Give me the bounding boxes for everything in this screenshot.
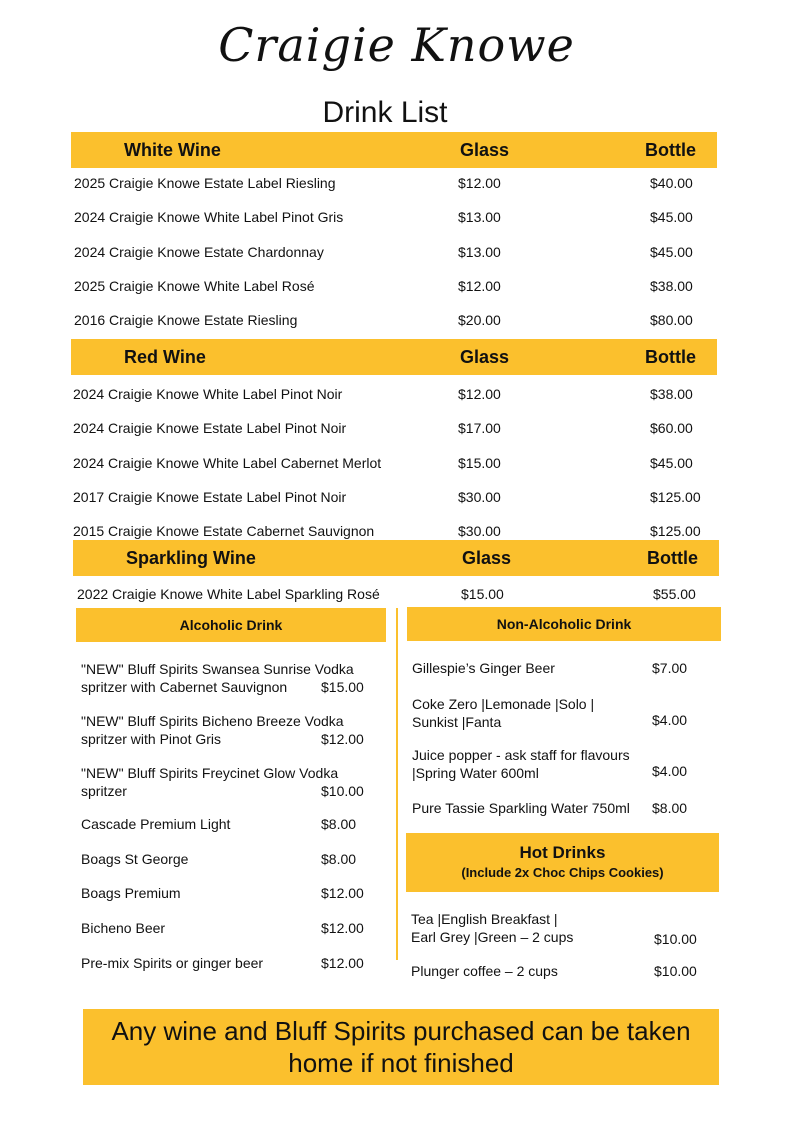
drink-name: Cascade Premium Light	[81, 816, 231, 832]
wine-row	[0, 209, 793, 229]
drink-name: "NEW" Bluff Spirits Freycinet Glow Vodka	[81, 765, 339, 781]
hot-drinks-header	[406, 833, 719, 892]
wine-row	[0, 244, 793, 264]
subtitle: Drink List	[322, 96, 448, 129]
drink-name: Gillespie’s Ginger Beer	[412, 660, 555, 676]
drink-name: Pure Tassie Sparkling Water 750ml	[412, 800, 630, 816]
sparkling-wine-heading: Sparkling Wine	[126, 548, 256, 568]
wine-row	[0, 489, 793, 509]
red-wine-header	[71, 339, 717, 375]
sparkling-wine-header	[73, 540, 719, 576]
drink-name-line-2: |Spring Water 600ml	[412, 765, 539, 781]
wine-name: 2025 Craigie Knowe White Label Rosé	[74, 277, 315, 294]
wine-name: 2016 Craigie Knowe Estate Riesling	[74, 312, 298, 329]
drink-name: Pre-mix Spirits or ginger beer	[81, 955, 264, 971]
wine-glass-price: $30.00	[458, 488, 501, 505]
drink-price: $10.00	[321, 783, 364, 799]
sparkling-wine-glass-label: Glass	[462, 548, 512, 568]
wine-glass-price: $30.00	[458, 523, 501, 540]
wine-name: 2025 Craigie Knowe Estate Label Riesling	[74, 175, 336, 191]
wine-name: 2024 Craigie Knowe White Label Cabernet Merlot	[73, 454, 382, 471]
wine-name: 2017 Craigie Knowe Estate Label Pinot Noir	[73, 488, 347, 505]
footer-line-2: home if not finished	[288, 1048, 514, 1078]
drink-name: Tea |English Breakfast |	[411, 911, 558, 927]
drink-name: Boags Premium	[81, 885, 181, 901]
red-wine-bottle-label: Bottle	[645, 347, 696, 367]
red-wine-heading: Red Wine	[124, 347, 206, 367]
wine-name: 2024 Craigie Knowe White Label Pinot Noir	[73, 386, 343, 402]
wine-row	[0, 455, 793, 475]
title: Craigie Knowe	[218, 18, 575, 72]
footer-line-1: Any wine and Bluff Spirits purchased can be taken	[111, 1016, 691, 1046]
drink-name-line-2: spritzer with Cabernet Sauvignon	[81, 679, 288, 695]
wine-bottle-price: $40.00	[650, 175, 693, 191]
wine-glass-price: $17.00	[458, 420, 501, 437]
wine-bottle-price: $80.00	[650, 312, 693, 329]
drink-name: Juice popper - ask staff for flavours	[412, 747, 630, 763]
drink-price: $12.00	[321, 731, 364, 747]
wine-name: 2024 Craigie Knowe Estate Chardonnay	[74, 243, 324, 260]
red-wine-glass-label: Glass	[460, 347, 510, 367]
wine-bottle-price: $45.00	[650, 454, 693, 471]
column-divider	[396, 608, 398, 960]
hot-drinks-heading: Hot Drinks	[519, 843, 606, 862]
wine-name: 2022 Craigie Knowe White Label Sparkling Rosé	[77, 586, 380, 602]
drink-name: Boags St George	[81, 851, 189, 867]
drink-name-line-2: Sunkist |Fanta	[412, 714, 502, 730]
white-wine-glass-label: Glass	[460, 140, 510, 160]
drink-price: $10.00	[654, 931, 697, 947]
wine-row	[0, 278, 793, 298]
wine-bottle-price: $125.00	[650, 523, 701, 540]
wine-row	[0, 386, 793, 406]
white-wine-header	[71, 132, 717, 168]
sparkling-wine-bottle-label: Bottle	[647, 548, 698, 568]
drink-name: "NEW" Bluff Spirits Swansea Sunrise Vodka	[81, 661, 354, 677]
wine-bottle-price: $125.00	[650, 488, 701, 505]
wine-row	[0, 312, 793, 332]
drink-name: Coke Zero |Lemonade |Solo |	[412, 696, 595, 712]
wine-row	[0, 586, 793, 606]
wine-glass-price: $12.00	[458, 386, 501, 402]
wine-bottle-price: $45.00	[650, 209, 693, 226]
drink-name: Bicheno Beer	[81, 920, 166, 936]
wine-bottle-price: $60.00	[650, 420, 693, 437]
white-wine-heading: White Wine	[124, 140, 221, 160]
drink-price: $7.00	[652, 660, 688, 676]
drink-price: $4.00	[652, 763, 688, 779]
wine-glass-price: $13.00	[458, 209, 501, 226]
drink-name: "NEW" Bluff Spirits Bicheno Breeze Vodka	[81, 713, 344, 729]
non-alcoholic-drink-header: Non-Alcoholic Drink	[407, 607, 721, 641]
wine-row	[0, 420, 793, 440]
wine-glass-price: $15.00	[461, 586, 504, 602]
drink-name-line-2: spritzer with Pinot Gris	[81, 731, 222, 747]
drink-name: Plunger coffee – 2 cups	[411, 963, 558, 979]
drink-name-line-2: spritzer	[81, 783, 127, 799]
drink-price: $12.00	[321, 885, 364, 901]
drink-price: $12.00	[321, 955, 364, 971]
drink-price: $10.00	[654, 963, 697, 979]
drink-price: $8.00	[652, 800, 688, 816]
wine-bottle-price: $55.00	[653, 586, 696, 602]
wine-row	[0, 175, 793, 195]
drink-name-line-2: Earl Grey |Green – 2 cups	[411, 929, 574, 945]
wine-glass-price: $12.00	[458, 277, 501, 294]
wine-glass-price: $13.00	[458, 243, 501, 260]
footer-banner	[83, 1009, 719, 1085]
drink-price: $8.00	[321, 816, 357, 832]
wine-glass-price: $20.00	[458, 312, 501, 329]
wine-name: 2015 Craigie Knowe Estate Cabernet Sauvignon	[73, 523, 375, 540]
wine-glass-price: $12.00	[458, 175, 501, 191]
wine-name: 2024 Craigie Knowe Estate Label Pinot Noir	[73, 420, 347, 437]
wine-bottle-price: $45.00	[650, 243, 693, 260]
wine-name: 2024 Craigie Knowe White Label Pinot Gris	[74, 209, 344, 226]
drink-price: $4.00	[652, 712, 688, 728]
hot-drinks-subheading: (Include 2x Choc Chips Cookies)	[461, 865, 664, 880]
drink-price: $12.00	[321, 920, 364, 936]
white-wine-bottle-label: Bottle	[645, 140, 696, 160]
alcoholic-drink-header: Alcoholic Drink	[76, 608, 386, 642]
drink-price: $15.00	[321, 679, 364, 695]
wine-bottle-price: $38.00	[650, 277, 693, 294]
wine-bottle-price: $38.00	[650, 386, 693, 402]
drink-price: $8.00	[321, 851, 357, 867]
wine-glass-price: $15.00	[458, 454, 501, 471]
